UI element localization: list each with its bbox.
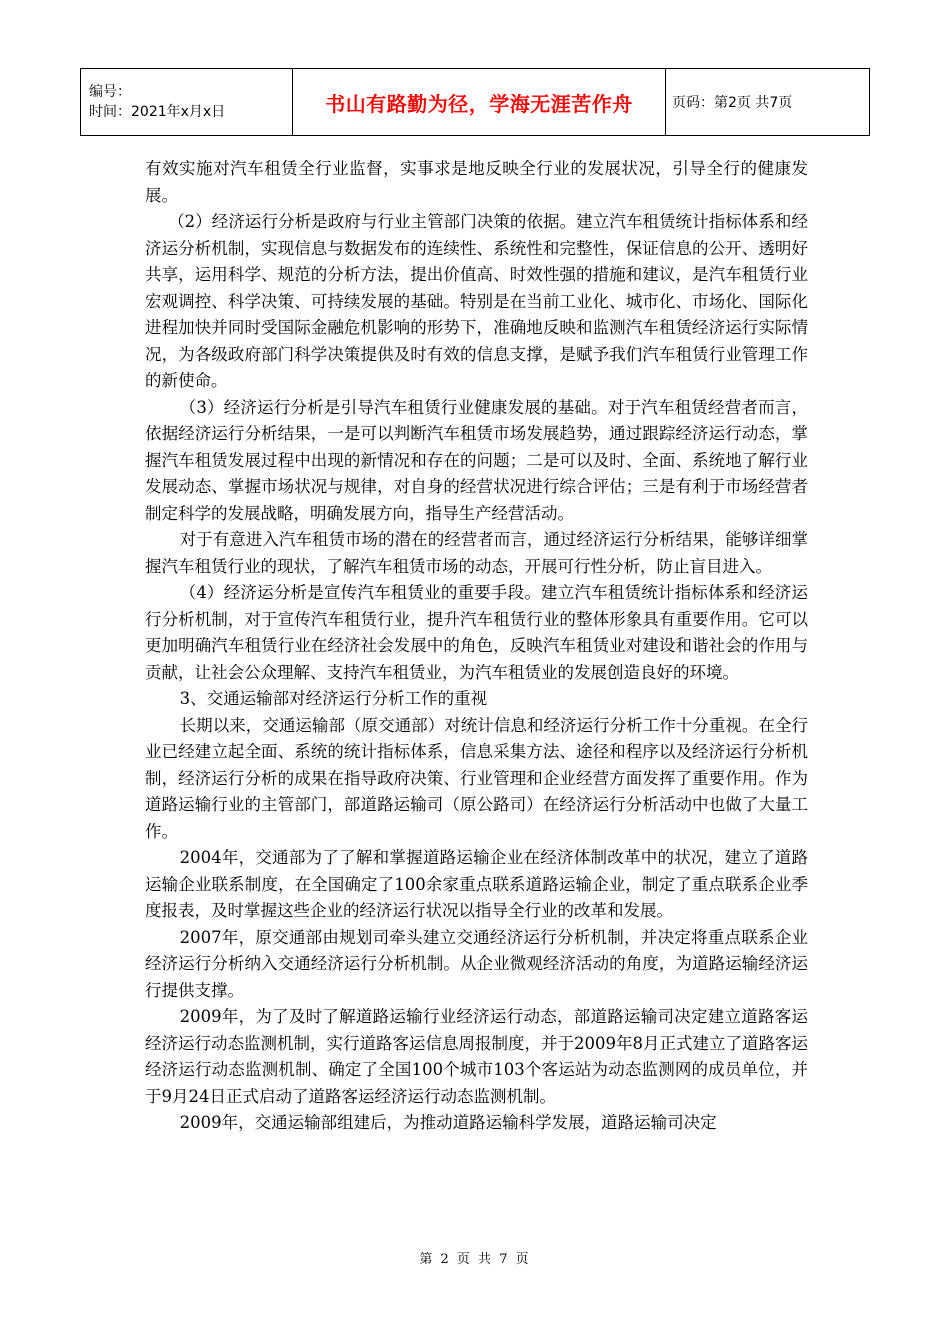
header-motto: 书山有路勤为径，学海无涯苦作舟: [325, 91, 633, 116]
header-page-label: 页码：第2页 共7页: [672, 95, 793, 111]
paragraph: 2004年，交通部为了了解和掌握道路运输企业在经济体制改革中的状况，建立了道路运输企业联系制度，在全国确定了100余家重点联系道路运输企业，制定了重点联系企业季度报表，及时掌握这些企业的经济运行状况以指导全行业的改革和发展。: [145, 848, 808, 920]
paragraph: 有效实施对汽车租赁全行业监督，实事求是地反映全行业的发展状况，引导全行的健康发展。: [145, 159, 808, 205]
paragraph: 2009年，交通运输部组建后，为推动道路运输科学发展，道路运输司决定: [179, 1113, 717, 1132]
paragraph: （2）经济运行分析是政府与行业主管部门决策的依据。建立汽车租赁统计指标体系和经济运分析机制，实现信息与数据发布的连续性、系统性和完整性，保证信息的公开、透明好共享，运用科学、规范的分析方法，提出价值高、时效性强的措施和建议，是汽车租赁行业宏观调控、科学决策、可持续发展的基础。特别是在当前工业化、城市化、市场化、国际化进程加快并同时受国际金融危机影响的形势下，准确地反映和监测汽车租赁经济运行实际情况，为各级政府部门科学决策提供及时有效的信息支撑，是赋予我们汽车租赁行业管理工作的新使命。: [145, 212, 808, 390]
paragraph: 2009年，为了及时了解道路运输行业经济运行动态，部道路运输司决定建立道路客运经济运行动态监测机制，实行道路客运信息周报制度，并于2009年8月正式建立了道路客运经济运行动态监测机制、确定了全国100个城市103个客运站为动态监测网的成员单位，并于9月24日正式启动了道路客运经济运行动态监测机制。: [145, 1007, 808, 1106]
header-meta-cell: [81, 69, 293, 136]
paragraph: （3）经济运行分析是引导汽车租赁行业健康发展的基础。对于汽车租赁经营者而言，依据经济运行分析结果，一是可以判断汽车租赁市场发展趋势，通过跟踪经济运行动态，掌握汽车租赁发展过程中出现的新情况和存在的问题；二是可以及时、全面、系统地了解行业发展动态、掌握市场状况与规律，对自身的经营状况进行综合评估；三是有利于市场经营者制定科学的发展战略，明确发展方向，指导生产经营活动。: [145, 397, 808, 523]
document-number-label: 编号：: [89, 84, 131, 100]
page-header: [80, 68, 870, 136]
body-text: [145, 156, 808, 1137]
document-time-label: 时间：2021年x月x日: [89, 104, 226, 120]
header-page-cell: [666, 69, 870, 136]
page-footer: [0, 1248, 950, 1267]
paragraph: （4）经济运分析是宣传汽车租赁业的重要手段。建立汽车租赁统计指标体系和经济运行分析机制，对于宣传汽车租赁行业，提升汽车租赁行业的整体形象具有重要作用。它可以更加明确汽车租赁行业在经济社会发展中的角色，反映汽车租赁业对建设和谐社会的作用与贡献，让社会公众理解、支持汽车租赁业，为汽车租赁业的发展创造良好的环境。: [145, 583, 808, 682]
paragraph: 2007年，原交通部由规划司牵头建立交通经济运行分析机制，并决定将重点联系企业经济运行分析纳入交通经济运行分析机制。从企业微观经济活动的角度，为道路运输经济运行提供支撑。: [145, 927, 808, 1000]
header-motto-cell: [293, 69, 666, 136]
section-heading: 3、交通运输部对经济运行分析工作的重视: [179, 689, 488, 708]
footer-page-number: 第 2 页 共 7 页: [419, 1252, 531, 1267]
paragraph: 对于有意进入汽车租赁市场的潜在的经营者而言，通过经济运行分析结果，能够详细掌握汽车租赁行业的现状，了解汽车租赁市场的动态，开展可行性分析，防止盲目进入。: [145, 530, 808, 576]
paragraph: 长期以来，交通运输部（原交通部）对统计信息和经济运行分析工作十分重视。在全行业已经建立起全面、系统的统计指标体系，信息采集方法、途径和程序以及经济运行分析机制，经济运行分析的成果在指导政府决策、行业管理和企业经营方面发挥了重要作用。作为道路运输行业的主管部门，部道路运输司（原公路司）在经济运行分析活动中也做了大量工作。: [145, 715, 808, 841]
